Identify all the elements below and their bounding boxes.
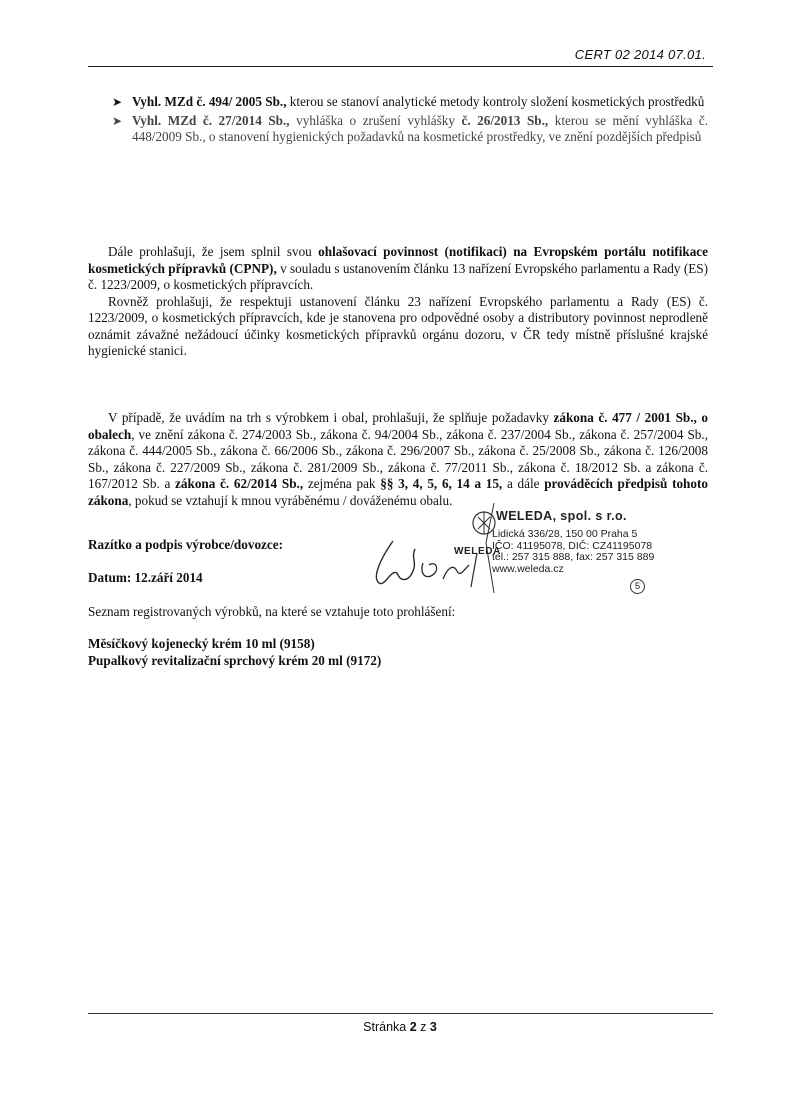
- regulation-ref: Vyhl. MZd č. 494/ 2005 Sb.,: [132, 94, 287, 109]
- notification-paragraph: Dále prohlašuji, že jsem splnil svou ohlašovací povinnost (notifikaci) na Evropském portálu notifikace kosmetických přípravků (CPNP), v souladu s ustanovením článku 13 nařízení Evropského parlamentu a Rady (ES) č. 1223/2009, o kosmetických přípravcích.: [88, 244, 708, 292]
- stamp-company-name: WELEDA, spol. s r.o.: [496, 509, 627, 523]
- list-item: [112, 113, 708, 146]
- regulation-list: [112, 94, 708, 146]
- notification-section: [88, 244, 708, 360]
- document-code: CERT 02 2014 07.01.: [574, 47, 706, 62]
- regulation-ref: č. 26/2013 Sb.,: [461, 112, 549, 128]
- arrow-bullet-icon: ➤: [112, 113, 123, 128]
- regulation-text: kterou se stanoví analytické metody kontroly složení kosmetických prostředků: [286, 94, 705, 109]
- company-stamp: [454, 503, 724, 613]
- packaging-paragraph: V případě, že uvádím na trh s výrobkem i obal, prohlašuji, že splňuje požadavky zákona č. 477 / 2001 Sb., o obalech, ve znění zákona č. 274/2003 Sb., zákona č. 94/2004 Sb., zákona č. 237/2004 Sb., zákona č. 257/2004 Sb., zákona č. 444/2005 Sb., zákona č. 66/2006 Sb., zákona č. 296/2007 Sb., zákona č. 25/2008 Sb., zákona č. 126/2008 Sb., zákona č. 227/2009 Sb., zákona č. 281/2009 Sb., zákona č. 77/2011 Sb., zákona č. 18/2012 Sb. a zákona č. 167/2012 Sb. a zákona č. 62/2014 Sb., zejména pak §§ 3, 4, 5, 6, 14 a 15, a dále prováděcích předpisů tohoto zákona, pokud se vztahují k mnou vyráběnému / dováženému obalu.: [88, 410, 708, 508]
- footer-rule: [88, 1013, 713, 1014]
- list-item: [112, 94, 708, 111]
- product-item: Měsíčkový kojenecký krém 10 ml (9158): [88, 636, 315, 651]
- products-intro: Seznam registrovaných výrobků, na které se vztahuje toto prohlášení:: [88, 604, 456, 619]
- adverse-effects-paragraph: Rovněž prohlašuji, že respektuji ustanovení článku 23 nařízení Evropského parlamentu a Rady (ES) č. 1223/2009, o kosmetických přípravcích, kde je stanovena pro odpovědné osoby a distributory povinnost neprodleně oznámit závažné nežádoucí účinky kosmetických přípravků orgánu dozoru, v ČR tedy místně příslušné krajské hygienické stanici.: [88, 293, 708, 358]
- regulation-ref: Vyhl. MZd č. 27/2014 Sb.,: [132, 112, 290, 128]
- stamp-brand: WELEDA: [454, 546, 501, 557]
- header-rule: [88, 66, 713, 67]
- stamp-number-badge: 5: [630, 579, 645, 594]
- page-number: Stránka 2 z 3: [363, 1020, 437, 1034]
- date-label: Datum: 12.září 2014: [88, 570, 203, 585]
- regulation-text: kterou se mění vyhláška č. 448/2009 Sb., o stanovení hygienických požadavků na kosmetické prostředky, ve znění pozdějších předpisů: [132, 112, 709, 144]
- stamp-address-lines: Lidická 336/28, 150 00 Praha 5 IČO: 41195078, DIČ: CZ41195078 tel.: 257 315 888, fax: 257 315 889 www.weleda.cz: [492, 528, 655, 575]
- stamp-signature-label: Razítko a podpis výrobce/dovozce:: [88, 537, 283, 552]
- arrow-bullet-icon: ➤: [112, 95, 123, 109]
- regulation-text: vyhláška o zrušení vyhlášky: [289, 112, 462, 128]
- product-item: Pupalkový revitalizační sprchový krém 20 ml (9172): [88, 653, 382, 668]
